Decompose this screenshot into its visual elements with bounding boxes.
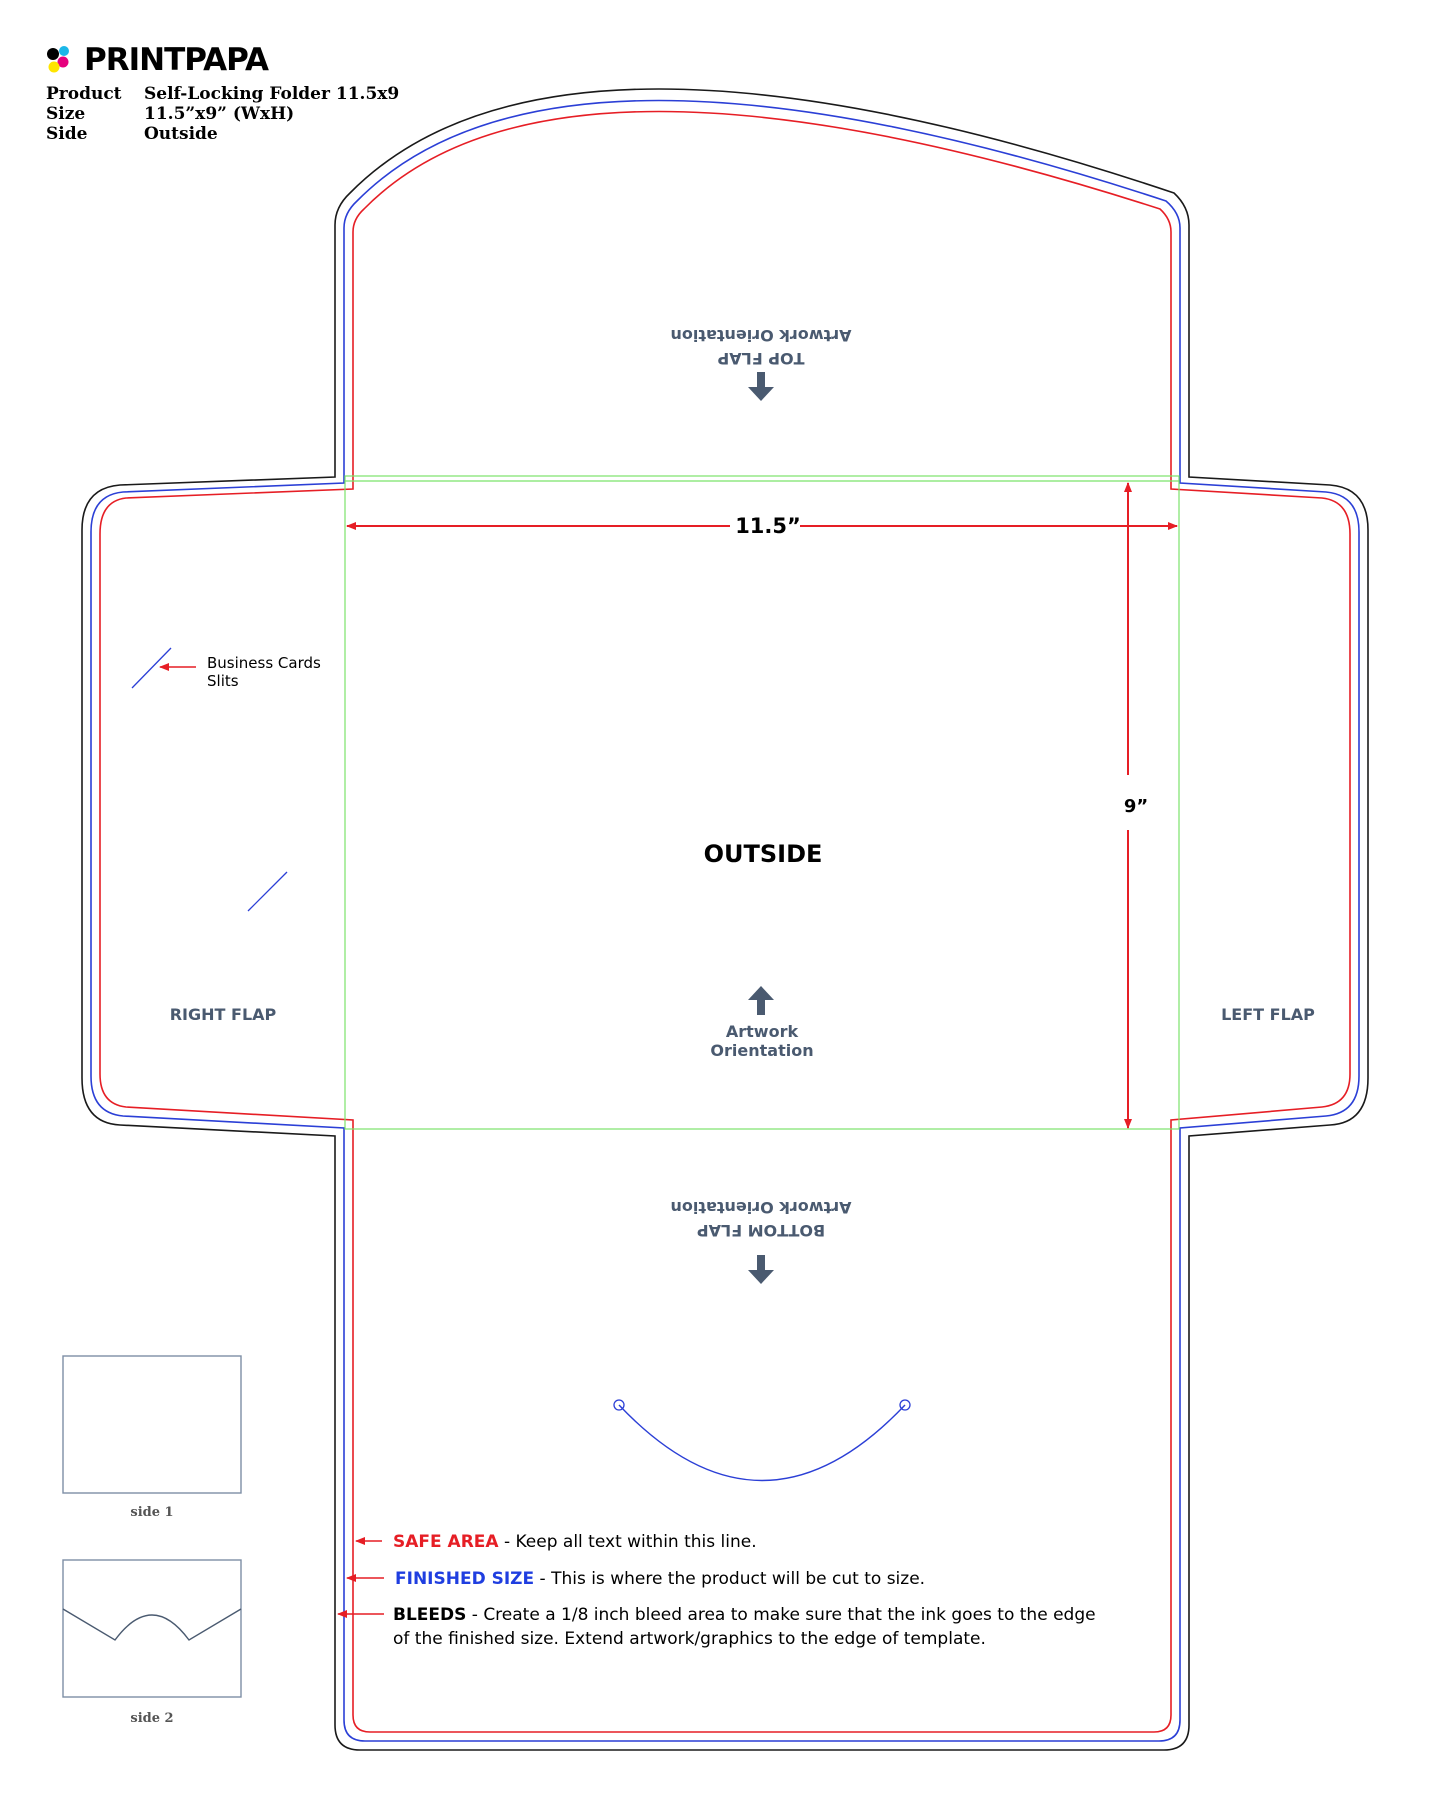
slit-bottom <box>248 872 287 911</box>
side-key: Side <box>46 124 88 144</box>
left-flap-label: LEFT FLAP <box>1221 1005 1315 1024</box>
bottom-flap-orientation: Artwork Orientation <box>670 1198 852 1217</box>
thumbnail-side-2-label: side 2 <box>130 1711 174 1726</box>
width-dimension <box>347 514 1177 538</box>
size-value: 11.5”x9” (WxH) <box>144 104 295 124</box>
right-flap-label: RIGHT FLAP <box>169 1005 277 1024</box>
product-key: Product <box>46 84 122 104</box>
finished-size-legend <box>395 1569 925 1589</box>
bleeds-legend-text-line1: - Create a 1/8 inch bleed area to make sure that the ink goes to the edge <box>466 1605 1096 1625</box>
finished-size-line <box>91 101 1359 1742</box>
safe-area-legend-text: - Keep all text within this line. <box>498 1532 757 1552</box>
finished-size-legend-text: - This is where the product will be cut to size. <box>534 1569 926 1589</box>
size-key: Size <box>46 104 86 124</box>
safe-area-legend-label: SAFE AREA <box>393 1532 499 1552</box>
legend <box>338 1532 1096 1649</box>
center-orientation-line1: Artwork <box>725 1022 799 1041</box>
brand-name: PRINTPAPA <box>84 42 268 78</box>
lock-slit <box>614 1400 910 1481</box>
slit-top <box>132 648 171 688</box>
thumbnail-side-1-label: side 1 <box>130 1505 174 1520</box>
height-dimension-label: 9” <box>1123 796 1149 817</box>
slits-label-line2: Slits <box>207 672 239 690</box>
bottom-flap-label: BOTTOM FLAP <box>696 1221 826 1240</box>
top-flap-label: TOP FLAP <box>717 349 805 368</box>
thumbnail-side-1 <box>63 1356 241 1520</box>
top-flap <box>671 326 852 401</box>
side-value: Outside <box>144 124 218 144</box>
safe-area-legend <box>393 1532 757 1552</box>
height-dimension <box>1124 483 1148 1128</box>
business-card-slits <box>132 648 321 911</box>
outside-label: OUTSIDE <box>703 840 823 868</box>
bottom-flap-arrow-icon <box>748 1255 774 1284</box>
width-dimension-label: 11.5” <box>735 514 801 538</box>
top-flap-orientation: Artwork Orientation <box>670 326 852 345</box>
center-orientation-arrow-icon <box>748 986 774 1015</box>
thumbnail-side-2 <box>63 1560 241 1726</box>
center-orientation-line2: Orientation <box>710 1041 814 1060</box>
bleeds-legend <box>393 1605 1096 1625</box>
bleeds-legend-text-line2: of the finished size. Extend artwork/graphics to the edge of template. <box>393 1629 986 1649</box>
bottom-flap <box>614 1198 910 1481</box>
top-flap-arrow-icon <box>748 372 774 401</box>
slits-label-line1: Business Cards <box>207 654 321 672</box>
bleeds-legend-label: BLEEDS <box>393 1605 467 1625</box>
product-value: Self-Locking Folder 11.5x9 <box>144 84 400 104</box>
finished-size-legend-label: FINISHED SIZE <box>395 1569 535 1589</box>
